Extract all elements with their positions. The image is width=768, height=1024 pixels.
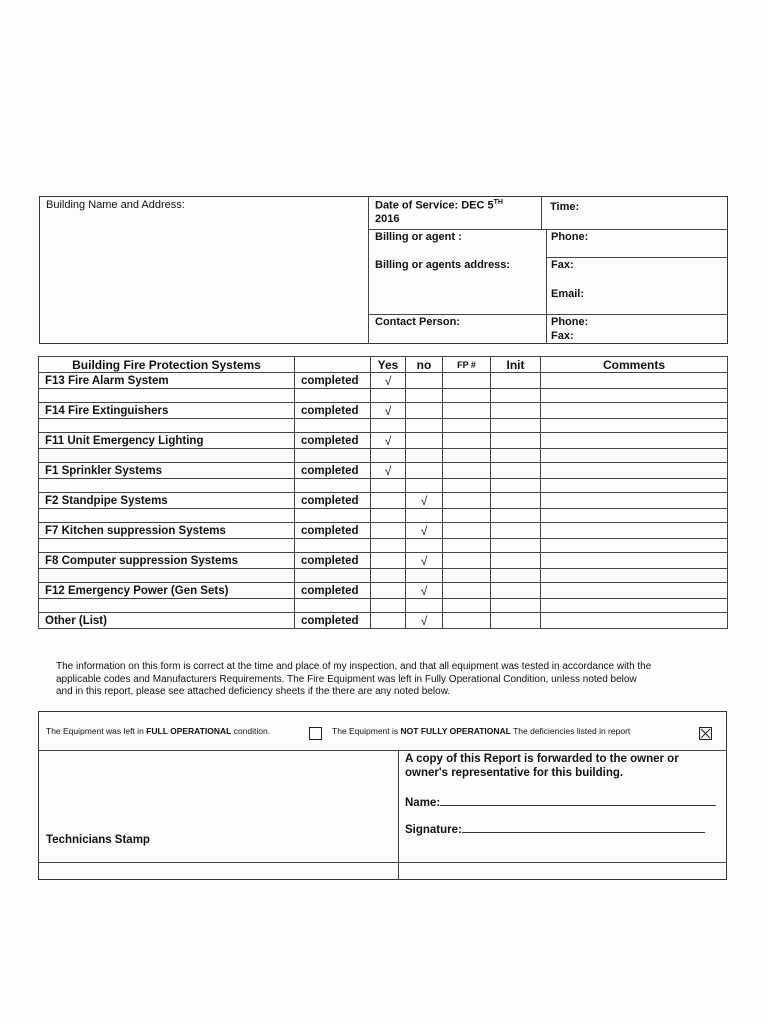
yes-check: √ <box>371 373 406 389</box>
table-row <box>39 403 728 419</box>
header-rule <box>546 257 728 258</box>
comments-cell <box>541 373 728 389</box>
full-operational-checkbox[interactable] <box>309 727 322 740</box>
signoff-bottom-rule <box>38 862 727 863</box>
comments-cell <box>541 493 728 509</box>
spacer-row <box>39 599 728 613</box>
init-cell <box>491 583 541 599</box>
table-row <box>39 493 728 509</box>
no-check <box>406 373 443 389</box>
full-operational-pre: The Equipment was left in <box>46 726 147 736</box>
init-cell <box>491 553 541 569</box>
not-operational-bold: NOT FULLY OPERATIONAL <box>400 726 511 736</box>
fp-cell <box>443 613 491 629</box>
init-cell <box>491 463 541 479</box>
yes-check: √ <box>371 433 406 449</box>
header-divider-right <box>541 196 542 230</box>
comments-cell <box>541 403 728 419</box>
contact-fax-label: Fax: <box>551 330 574 342</box>
no-check: √ <box>406 613 443 629</box>
full-operational-bold: FULL OPERATIONAL <box>146 726 232 736</box>
system-name: F12 Emergency Power (Gen Sets) <box>39 583 295 599</box>
system-name: F8 Computer suppression Systems <box>39 553 295 569</box>
init-cell <box>491 373 541 389</box>
system-status: completed <box>295 553 371 569</box>
technicians-stamp-label: Technicians Stamp <box>46 834 150 846</box>
system-name: F7 Kitchen suppression Systems <box>39 523 295 539</box>
copy-forwarded-line-2: owner's representative for this building. <box>405 767 624 779</box>
spacer-row <box>39 479 728 493</box>
full-operational-text <box>46 726 270 736</box>
spacer-row <box>39 539 728 553</box>
init-cell <box>491 403 541 419</box>
date-text: Date of Service: DEC 5 <box>375 199 494 212</box>
yes-check <box>371 613 406 629</box>
column-header-no: no <box>406 357 443 373</box>
contact-phone-label: Phone: <box>551 316 589 328</box>
system-status: completed <box>295 523 371 539</box>
not-fully-operational-text <box>332 726 630 736</box>
column-header-init: Init <box>491 357 541 373</box>
system-status: completed <box>295 373 371 389</box>
init-cell <box>491 493 541 509</box>
column-header-comments: Comments <box>541 357 728 373</box>
contact-person-label: Contact Person: <box>375 316 460 328</box>
no-check: √ <box>406 583 443 599</box>
comments-cell <box>541 553 728 569</box>
no-check <box>406 463 443 479</box>
building-name-label: Building Name and Address: <box>46 199 185 211</box>
column-header-status <box>295 357 371 373</box>
name-label: Name: <box>405 797 441 809</box>
billing-agent-label: Billing or agent : <box>375 231 462 243</box>
fp-cell <box>443 583 491 599</box>
header-rule <box>368 229 728 230</box>
spacer-row <box>39 509 728 523</box>
comments-cell <box>541 523 728 539</box>
fp-cell <box>443 523 491 539</box>
system-status: completed <box>295 463 371 479</box>
signoff-divider <box>398 750 399 880</box>
table-row <box>39 433 728 449</box>
fire-protection-systems-table <box>38 356 728 629</box>
spacer-row <box>39 569 728 583</box>
header-divider-right-2 <box>546 230 547 344</box>
yes-check: √ <box>371 463 406 479</box>
system-name: Other (List) <box>39 613 295 629</box>
no-check <box>406 403 443 419</box>
system-name: F2 Standpipe Systems <box>39 493 295 509</box>
init-cell <box>491 433 541 449</box>
not-operational-post: The deficiencies listed in report <box>510 726 631 736</box>
yes-check <box>371 493 406 509</box>
statement-line-2: applicable codes and Manufacturers Requirements. The Fire Equipment was left in Fully Operational Condition, unless noted below <box>56 674 637 685</box>
fp-cell <box>443 373 491 389</box>
yes-check <box>371 583 406 599</box>
comments-cell <box>541 463 728 479</box>
init-cell <box>491 613 541 629</box>
column-header-systems: Building Fire Protection Systems <box>39 357 295 373</box>
spacer-row <box>39 419 728 433</box>
system-name: F13 Fire Alarm System <box>39 373 295 389</box>
comments-cell <box>541 433 728 449</box>
yes-check <box>371 523 406 539</box>
fp-cell <box>443 463 491 479</box>
yes-check <box>371 553 406 569</box>
table-row <box>39 553 728 569</box>
statement-line-3: and in this report, please see attached deficiency sheets if the there are any noted below. <box>56 686 451 697</box>
copy-forwarded-line-1: A copy of this Report is forwarded to the owner or <box>405 753 679 765</box>
column-header-yes: Yes <box>371 357 406 373</box>
date-suffix: TH <box>493 199 503 206</box>
not-operational-pre: The Equipment is <box>332 726 401 736</box>
fp-cell <box>443 493 491 509</box>
header-rule <box>368 314 728 315</box>
time-label: Time: <box>550 201 580 213</box>
table-row <box>39 613 728 629</box>
system-name: F1 Sprinkler Systems <box>39 463 295 479</box>
email-label: Email: <box>551 288 585 300</box>
statement-line-1: The information on this form is correct at the time and place of my inspection, and that all equipment was tested in accordance with the <box>56 661 652 672</box>
system-status: completed <box>295 403 371 419</box>
not-fully-operational-checkbox[interactable] <box>699 727 712 740</box>
name-field[interactable] <box>405 795 716 809</box>
phone-label: Phone: <box>551 231 589 243</box>
full-operational-post: condition. <box>231 726 271 736</box>
no-check: √ <box>406 493 443 509</box>
fp-cell <box>443 403 491 419</box>
fp-cell <box>443 433 491 449</box>
system-status: completed <box>295 613 371 629</box>
spacer-row <box>39 389 728 403</box>
no-check: √ <box>406 523 443 539</box>
signature-label: Signature: <box>405 824 462 836</box>
date-year: 2016 <box>375 213 400 225</box>
no-check: √ <box>406 553 443 569</box>
name-line[interactable] <box>440 795 716 806</box>
date-of-service-label <box>375 199 503 212</box>
fp-cell <box>443 553 491 569</box>
signoff-rule <box>38 750 727 751</box>
spacer-row <box>39 449 728 463</box>
system-status: completed <box>295 583 371 599</box>
signature-line[interactable] <box>462 822 705 833</box>
table-header-row <box>39 357 728 373</box>
column-header-fp: FP # <box>443 357 491 373</box>
billing-address-label: Billing or agents address: <box>375 259 511 271</box>
table-row <box>39 583 728 599</box>
table-row <box>39 463 728 479</box>
system-status: completed <box>295 493 371 509</box>
header-divider <box>368 196 369 344</box>
system-name: F14 Fire Extinguishers <box>39 403 295 419</box>
table-row <box>39 523 728 539</box>
comments-cell <box>541 583 728 599</box>
signature-field[interactable] <box>405 822 705 836</box>
system-status: completed <box>295 433 371 449</box>
system-name: F11 Unit Emergency Lighting <box>39 433 295 449</box>
yes-check: √ <box>371 403 406 419</box>
comments-cell <box>541 613 728 629</box>
table-row <box>39 373 728 389</box>
no-check <box>406 433 443 449</box>
fax-label: Fax: <box>551 259 574 271</box>
init-cell <box>491 523 541 539</box>
